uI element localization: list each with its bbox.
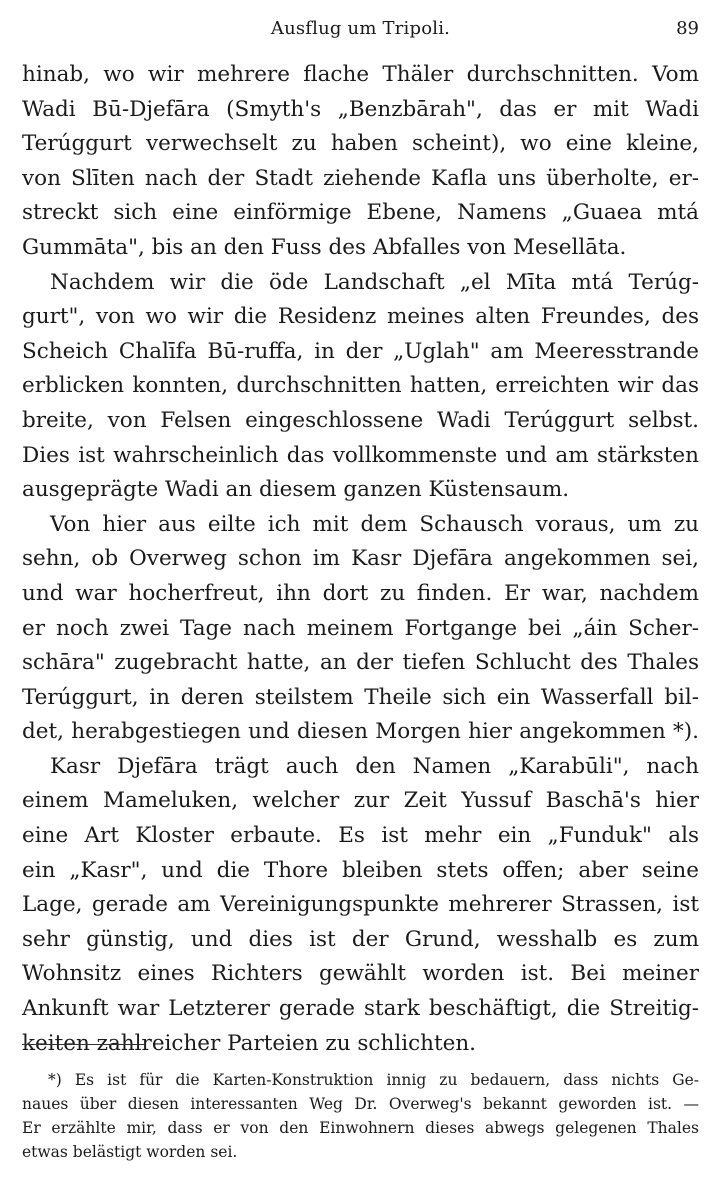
text-line: Lage, gerade am Vereinigungspunkte mehrerer Strassen, ist	[22, 892, 699, 918]
text-line: einem Mameluken, welcher zur Zeit Yussuf Baschā's hier	[22, 788, 699, 814]
text-line: sehr günstig, und dies ist der Grund, wesshalb es zum	[22, 926, 699, 952]
text-line: Wohnsitz eines Richters gewählt worden ist. Bei meiner	[22, 961, 699, 987]
text-line: streckt sich eine einförmige Ebene, Namens „Guaea mtá	[22, 200, 699, 226]
text-line: von Slīten nach der Stadt ziehende Kafla uns überholte, er-	[22, 165, 699, 191]
text-line: hinab, wo wir mehrere flache Thäler durchschnitten. Vom	[22, 62, 699, 87]
text-line: breite, von Felsen eingeschlossene Wadi Terúggurt selbst.	[22, 407, 699, 433]
text-line: und war hocherfreut, ihn dort zu finden. Er war, nachdem	[22, 580, 699, 606]
text-line: Von hier aus eilte ich mit dem Schausch voraus, um zu	[50, 511, 699, 537]
text-line: ausgeprägte Wadi an diesem ganzen Küstensaum.	[22, 477, 570, 503]
text-line: Gummāta", bis an den Fuss des Abfalles von Mesellāta.	[22, 234, 627, 260]
text-line: erblicken konnten, durchschnitten hatten, erreichten wir das	[22, 373, 699, 399]
text-line: Kasr Djefāra trägt auch den Namen „Karabūli", nach	[50, 753, 699, 779]
page-number: 89	[676, 18, 699, 39]
footnote-line: etwas belästigt worden sei.	[22, 1143, 238, 1161]
text-line: gurt", von wo wir die Residenz meines alten Freundes, des	[22, 304, 699, 330]
body-text	[22, 58, 699, 1061]
text-line: sehn, ob Overweg schon im Kasr Djefāra angekommen sei,	[22, 546, 699, 572]
text-line: Terúggurt, in deren steilstem Theile sich ein Wasserfall bil-	[22, 684, 699, 710]
text-line: Terúggurt verwechselt zu haben scheint), wo eine kleine,	[22, 131, 699, 157]
text-line: Wadi Bū-Djefāra (Smyth's „Benzbārah", das er mit Wadi	[22, 96, 699, 122]
text-line: eine Art Kloster erbaute. Es ist mehr ein „Funduk" als	[22, 823, 699, 849]
text-line: Nachdem wir die öde Landschaft „el Mīta mtá Terúg-	[50, 269, 699, 295]
text-line: det, herabgestiegen und diesen Morgen hier angekommen *).	[22, 719, 699, 745]
running-title: Ausflug um Tripoli.	[270, 18, 451, 39]
footnote-line: naues über diesen interessanten Weg Dr. Overweg's bekannt geworden ist. —	[22, 1095, 699, 1113]
footnote	[22, 1068, 699, 1164]
text-line: ein „Kasr", und die Thore bleiben stets offen; aber seine	[22, 857, 699, 883]
text-line: Ankunft war Letzterer gerade stark beschäftigt, die Streitig-	[22, 996, 699, 1022]
text-line: schāra" zugebracht hatte, an der tiefen Schlucht des Thales	[22, 650, 699, 676]
text-line: er noch zwei Tage nach meinem Fortgange bei „áin Scher-	[22, 615, 699, 641]
text-line: Scheich Chalīfa Bū-ruffa, in der „Uglah" am Meeresstrande	[22, 338, 699, 364]
text-line: Dies ist wahrscheinlich das vollkommenste und am stärksten	[22, 442, 699, 468]
footnote-line: *) Es ist für die Karten-Konstruktion innig zu bedauern, dass nichts Ge-	[48, 1071, 699, 1089]
text-line: keiten zahlreicher Parteien zu schlichten.	[22, 1030, 476, 1056]
page-header	[22, 18, 699, 46]
footnote-divider	[22, 1044, 144, 1045]
footnote-line: Er erzählte mir, dass er von den Einwohnern dieses abwegs gelegenen Thales	[22, 1119, 699, 1137]
